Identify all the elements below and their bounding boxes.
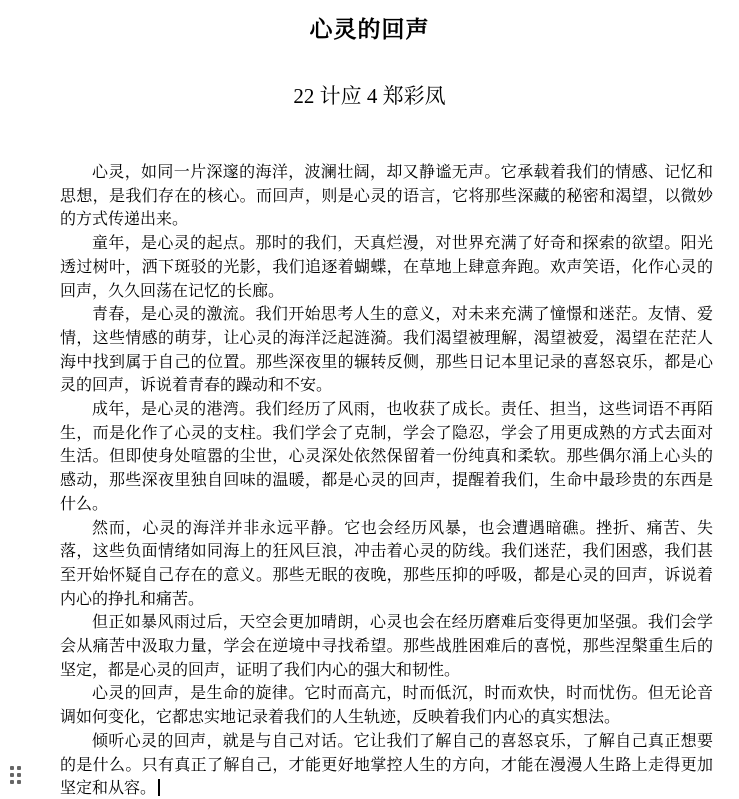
paragraph[interactable]: 心灵，如同一片深邃的海洋，波澜壮阔，却又静谧无声。它承载着我们的情感、记忆和思想，是我们存在的核心。而回声，则是心灵的语言，它将那些深藏的秘密和渴望，以微妙的方式传递出来。 <box>60 164 713 229</box>
paragraph[interactable]: 然而，心灵的海洋并非永远平静。它也会经历风暴，也会遭遇暗礁。挫折、痛苦、失落，这些负面情绪如同海上的狂风巨浪，冲击着心灵的防线。我们迷茫，我们困惑，我们甚至开始怀疑自己存在的意义。那些无眠的夜晚，那些压抑的呼吸，都是心灵的回声，诉说着内心的挣扎和痛苦。 <box>60 519 713 608</box>
paragraph[interactable]: 心灵的回声，是生命的旋律。它时而高亢，时而低沉，时而欢快，时而忧伤。但无论音调如何变化，它都忠实地记录着我们的人生轨迹，反映着我们内心的真实想法。 <box>60 685 713 727</box>
paragraph[interactable]: 但正如暴风雨过后，天空会更加晴朗，心灵也会在经历磨难后变得更加坚强。我们会学会从痛苦中汲取力量，学会在逆境中寻找希望。那些战胜困难后的喜悦，那些涅槃重生后的坚定，都是心灵的回声，证明了我们内心的强大和韧性。 <box>60 614 713 679</box>
paragraph[interactable]: 成年，是心灵的港湾。我们经历了风雨，也收获了成长。责任、担当，这些词语不再陌生，而是化作了心灵的支柱。我们学会了克制，学会了隐忍，学会了用更成熟的方式去面对生活。但即使身处喧嚣的尘世，心灵深处依然保留着一份纯真和柔软。那些偶尔涌上心头的感动，那些深夜里独自回味的温暖，都是心灵的回声，提醒着我们，生命中最珍贵的东西是什么。 <box>60 401 713 513</box>
paragraph[interactable]: 童年，是心灵的起点。那时的我们，天真烂漫，对世界充满了好奇和探索的欲望。阳光透过树叶，洒下斑驳的光影，我们追逐着蝴蝶，在草地上肆意奔跑。欢声笑语，化作心灵的回声，久久回荡在记忆的长廊。 <box>60 235 713 300</box>
document-title[interactable]: 心灵的回声 <box>309 16 430 42</box>
drag-handle-icon[interactable] <box>10 766 21 784</box>
document-byline[interactable]: 22 计应 4 郑彩凤 <box>293 84 446 108</box>
text-cursor-caret <box>158 779 160 796</box>
paragraph[interactable]: 倾听心灵的回声，就是与自己对话。它让我们了解自己的喜怒哀乐，了解自己真正想要的是什么。只有真正了解自己，才能更好地掌控人生的方向，才能在漫漫人生路上走得更加坚定和从容。 <box>60 732 713 798</box>
paragraph[interactable]: 青春，是心灵的激流。我们开始思考人生的意义，对未来充满了憧憬和迷茫。友情、爱情，这些情感的萌芽，让心灵的海洋泛起涟漪。我们渴望被理解，渴望被爱，渴望在茫茫人海中找到属于自己的位置。那些深夜里的辗转反侧，那些日记本里记录的喜怒哀乐，都是心灵的回声，诉说着青春的躁动和不安。 <box>60 306 713 395</box>
document-body[interactable] <box>60 161 713 799</box>
